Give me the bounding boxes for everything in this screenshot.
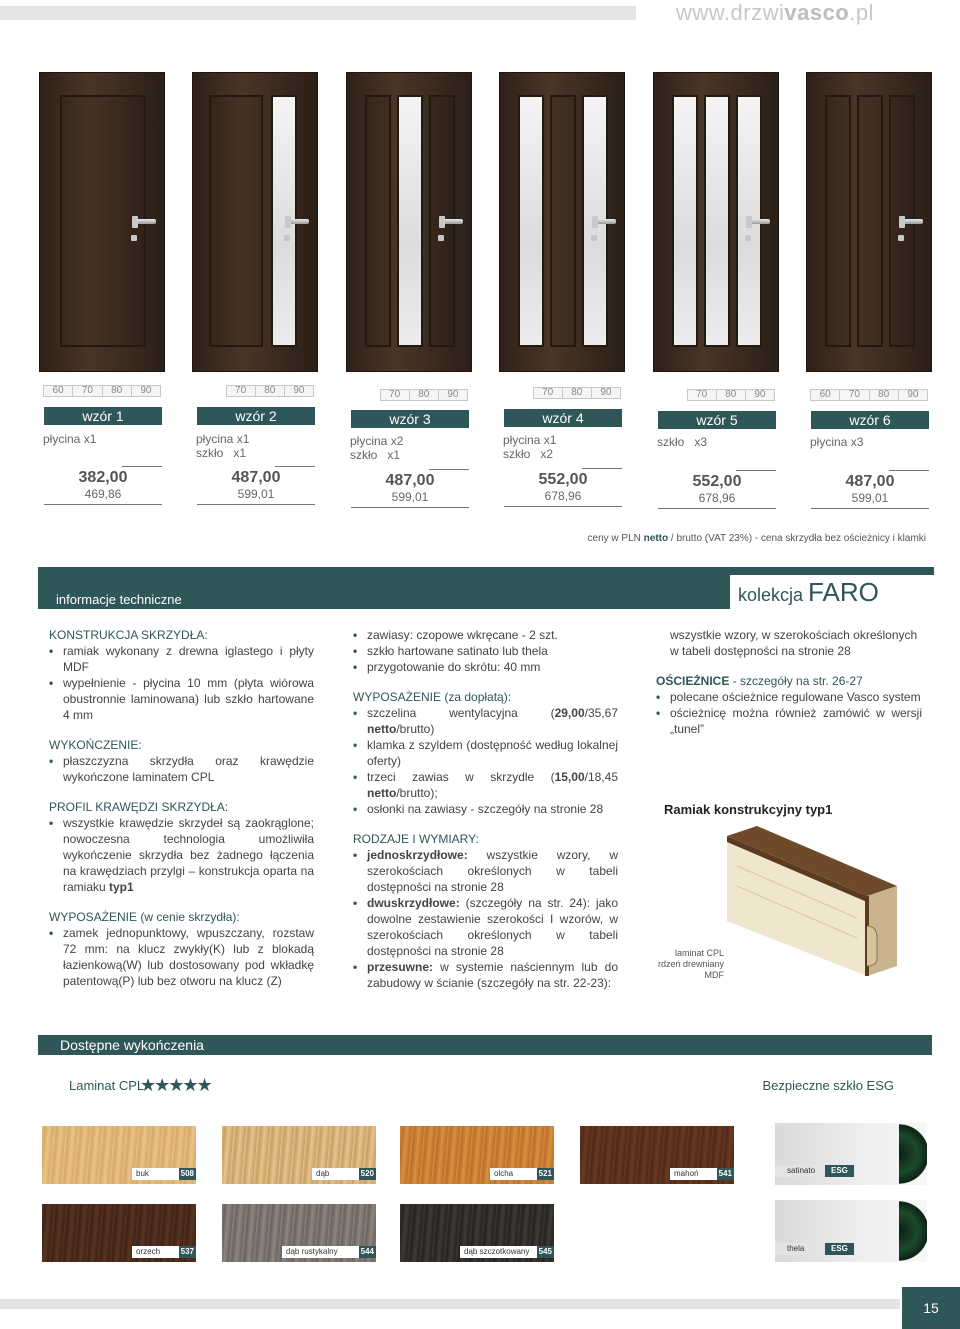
section-heading: PROFIL KRAWĘDZI SKRZYDŁA: [49, 800, 229, 814]
door-handle-base-icon [132, 216, 138, 228]
info-band [38, 567, 934, 609]
price-divider [658, 508, 776, 509]
size-option: 90 [592, 387, 621, 399]
size-option: 70 [226, 385, 256, 397]
finish-name: mahoń [670, 1168, 720, 1180]
footer-bar [0, 1299, 900, 1309]
door-glass [518, 95, 544, 347]
model-label: wzór 3 [351, 410, 469, 428]
finish-code: 508 [180, 1169, 194, 1178]
price-gross: 469,86 [84, 487, 122, 501]
finish-code: 537 [180, 1247, 194, 1256]
door-lock-icon [591, 235, 597, 241]
door-handle-base-icon [592, 216, 598, 228]
price-net: 552,00 [538, 471, 588, 488]
glass-edge [899, 1123, 927, 1185]
door-glass [397, 95, 423, 347]
size-options [687, 389, 776, 401]
model-spec: szkło x3 [657, 435, 708, 449]
tech-col-2 [353, 627, 618, 991]
model-spec: płycina x2 szkło x1 [350, 434, 404, 462]
size-option: 90 [439, 389, 468, 401]
size-option: 70 [840, 389, 869, 401]
intro-text: wszystkie wzory, w szerokościach określonych w tabeli dostępności na stronie 28 [670, 628, 918, 658]
door-image-1 [39, 72, 165, 372]
price-divider [429, 469, 469, 470]
size-option: 80 [256, 385, 285, 397]
list-item: • jednoskrzydłowe: wszystkie wzory, w szerokościach określonych w tabeli dostępności na stronie 28 [353, 847, 618, 895]
size-option: 70 [533, 387, 563, 399]
model-label: wzór 5 [658, 411, 776, 429]
page-number: 15 [902, 1287, 960, 1329]
tech-col-3 [656, 627, 922, 737]
frame-legend: laminat CPL rdzeń drewniany MDF [657, 948, 724, 980]
size-options [533, 387, 622, 399]
finish-swatch[interactable] [42, 1126, 196, 1184]
door-lock-icon [438, 235, 444, 241]
price-divider [504, 506, 622, 507]
section-heading: WYPOSAŻENIE (za dopłatą): [353, 690, 512, 704]
finishes-band: Dostępne wykończenia [38, 1035, 932, 1055]
door-image-5 [653, 72, 779, 372]
price-gross: 599,01 [851, 491, 889, 505]
list-item: • płaszczyzna skrzydła oraz krawędzie wykończone laminatem CPL [49, 753, 314, 785]
rating-stars: ★★★★★ [140, 1075, 211, 1095]
door-image-2 [192, 72, 318, 372]
finish-code: 521 [538, 1169, 552, 1178]
model-spec: płycina x1 [43, 432, 97, 446]
finish-name: olcha [490, 1168, 540, 1180]
price-divider [351, 507, 469, 508]
header-bar [0, 6, 636, 20]
size-option: 60 [810, 389, 840, 401]
size-option: 70 [380, 389, 410, 401]
frame-profile-image [727, 826, 897, 976]
model-spec: płycina x3 [810, 435, 864, 449]
model-label: wzór 6 [811, 411, 929, 429]
frame-title: Ramiak konstrukcyjny typ1 [664, 802, 833, 817]
size-option: 70 [73, 385, 102, 397]
price-net: 487,00 [385, 472, 435, 489]
list-item: • polecane ościeżnice regulowane Vasco system [656, 689, 922, 705]
glass-swatch[interactable] [775, 1200, 927, 1262]
finish-code: 544 [360, 1247, 374, 1256]
list-item: • szczelina wentylacyjna (29,00/35,67 netto/brutto) [353, 705, 618, 737]
door-image-3 [346, 72, 472, 372]
finish-name: dąb [312, 1168, 362, 1180]
door-glass [672, 95, 698, 347]
price-note: ceny w PLN netto / brutto (VAT 23%) - cena skrzydła bez ościeżnicy i klamki [587, 533, 926, 544]
section-heading: RODZAJE I WYMIARY: [353, 832, 479, 846]
door-panel [857, 95, 883, 347]
finish-code: 541 [718, 1169, 732, 1178]
list-item: • klamka z szyldem (dostępność według lokalnej oferty) [353, 737, 618, 769]
glass-name: thela [775, 1243, 835, 1255]
size-option: 90 [899, 389, 928, 401]
list-item: • przygotowanie do skrótu: 40 mm [353, 659, 618, 675]
tech-col-1 [49, 627, 314, 989]
finish-swatch[interactable] [222, 1126, 376, 1184]
glass-code: ESG [825, 1165, 854, 1177]
finish-name: buk [132, 1168, 182, 1180]
section-heading: KONSTRUKCJA SKRZYDŁA: [49, 628, 208, 642]
model-label: wzór 2 [197, 407, 315, 425]
model-spec: płycina x1 szkło x1 [196, 432, 250, 460]
size-option: 80 [870, 389, 899, 401]
section-heading: WYKOŃCZENIE: [49, 738, 142, 752]
price-divider [811, 508, 929, 509]
size-options [380, 389, 469, 401]
size-option: 70 [687, 389, 717, 401]
finish-swatch[interactable] [42, 1204, 196, 1262]
price-gross: 599,01 [391, 490, 429, 504]
finish-swatch[interactable] [400, 1204, 554, 1262]
finish-swatch[interactable] [580, 1126, 734, 1184]
list-item: • wszystkie krawędzie skrzydeł są zaokrąglone; nowoczesna technologia umożliwiła wykończenie skrzydła bez żadnego łączenia na krawędziach przylgi – konstrukcja oparta na ramiaku typ1 [49, 815, 314, 895]
door-lock-icon [745, 235, 751, 241]
list-item: • dwuskrzydłowe: (szczegóły na str. 24): jako dowolne zestawienie szerokości I wzorów, w szerokościach określonych w tabeli dostępności na stronie 28 [353, 895, 618, 959]
glass-edge [899, 1200, 927, 1262]
price-divider [889, 470, 929, 471]
price-gross: 599,01 [237, 487, 275, 501]
section-heading: OŚCIEŻNICE - szczegóły na str. 26-27 [656, 674, 863, 688]
door-lock-icon [131, 235, 137, 241]
size-options [810, 389, 928, 401]
list-item: • zawiasy: czopowe wkręcane - 2 szt. [353, 627, 618, 643]
list-item: • zamek jednopunktowy, wpuszczany, rozstaw 72 mm: na klucz zwykły(K) lub z blokadą łazienkową(W) lub dostosowany pod wkładkę patentową(P) lub bez otworu na klucz (Z) [49, 925, 314, 989]
price-gross: 678,96 [698, 491, 736, 505]
price-net: 487,00 [845, 473, 895, 490]
price-divider [582, 468, 622, 469]
size-option: 80 [717, 389, 746, 401]
finish-name: dąb szczotkowany [460, 1246, 540, 1258]
door-panel [825, 95, 851, 347]
price-divider [44, 504, 162, 505]
list-item: • ramiak wykonany z drewna iglastego i płyty MDF [49, 643, 314, 675]
door-panel [550, 95, 576, 347]
list-item: • wypełnienie - płycina 10 mm (płyta wiórowa obustronnie laminowana) lub szkło hartowane 4 mm [49, 675, 314, 723]
door-panel [365, 95, 391, 347]
size-option: 80 [103, 385, 132, 397]
price-gross: 678,96 [544, 489, 582, 503]
finish-swatch[interactable] [400, 1126, 554, 1184]
price-net: 382,00 [78, 469, 128, 486]
glass-code: ESG [825, 1243, 854, 1255]
price-net: 487,00 [231, 469, 281, 486]
door-lock-icon [898, 235, 904, 241]
door-handle-base-icon [285, 216, 291, 228]
collection-title: kolekcja FARO [730, 575, 934, 609]
price-divider [275, 466, 315, 467]
size-option: 90 [285, 385, 314, 397]
list-item: • przesuwne: w systemie naściennym lub do zabudowy w ścianie (szczegóły na str. 22-23): [353, 959, 618, 991]
finish-code: 520 [360, 1169, 374, 1178]
glass-name: satinato [775, 1165, 835, 1177]
size-option: 90 [132, 385, 161, 397]
door-panel [209, 95, 263, 347]
price-divider [736, 470, 776, 471]
size-option: 90 [746, 389, 775, 401]
size-option: 80 [410, 389, 439, 401]
size-options [43, 385, 161, 397]
glass-swatch[interactable] [775, 1123, 927, 1185]
laminat-label: Laminat CPL [69, 1078, 145, 1093]
model-label: wzór 4 [504, 409, 622, 427]
model-spec: płycina x1 szkło x2 [503, 433, 557, 461]
finish-name: dąb rustykalny [282, 1246, 362, 1258]
finish-code: 545 [538, 1247, 552, 1256]
finish-name: orzech [132, 1246, 182, 1258]
price-divider [197, 504, 315, 505]
door-handle-base-icon [439, 216, 445, 228]
section-heading: WYPOSAŻENIE (w cenie skrzydła): [49, 910, 240, 924]
door-glass [704, 95, 730, 347]
door-image-4 [499, 72, 625, 372]
finish-swatch[interactable] [222, 1204, 376, 1262]
door-handle-base-icon [746, 216, 752, 228]
size-option: 60 [43, 385, 73, 397]
model-label: wzór 1 [44, 407, 162, 425]
size-option: 80 [563, 387, 592, 399]
list-item: • ościeżnicę można również zamówić w wersji „tunel” [656, 705, 922, 737]
info-tab-label: informacje techniczne [56, 592, 182, 607]
price-divider [122, 466, 162, 467]
price-net: 552,00 [692, 473, 742, 490]
list-item: • trzeci zawias w skrzydle (15,00/18,45 netto/brutto); [353, 769, 618, 801]
list-item: • osłonki na zawiasy - szczegóły na stronie 28 [353, 801, 618, 817]
site-url[interactable]: www.drzwivasco.pl [675, 0, 874, 25]
door-lock-icon [284, 235, 290, 241]
door-handle-base-icon [899, 216, 905, 228]
list-item: • szkło hartowane satinato lub thela [353, 643, 618, 659]
door-image-6 [806, 72, 932, 372]
esg-label: Bezpieczne szkło ESG [762, 1078, 894, 1093]
size-options [226, 385, 315, 397]
